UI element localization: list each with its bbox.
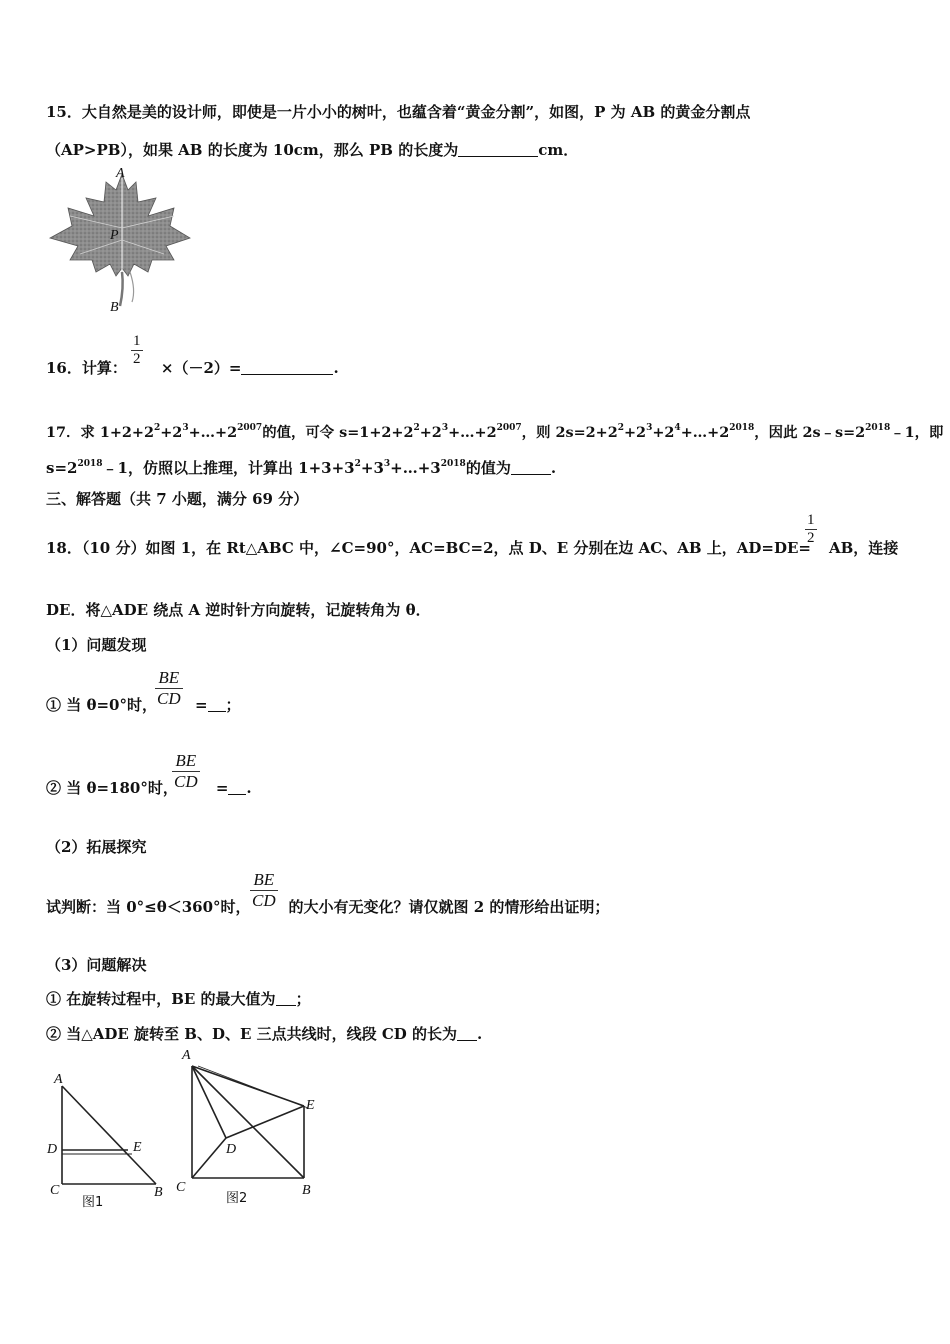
q18-line2: DE．将△ADE 绕点 A 逆时针方向旋转，记旋转角为 θ．	[46, 601, 431, 619]
frac-be-cd-2: BE CD	[174, 751, 198, 791]
part2-text: 试判断：当 0°≤θ＜360°时， 的大小有无变化？请仅就图 2 的情形给出证明；	[46, 898, 610, 916]
fig1-label-A: A	[54, 1072, 63, 1087]
q18-line1: 18．（10 分）如图 1，在 Rt△ABC 中，∠C=90°，AC=BC=2，点 D、E 分别在边 AC、AB 上，AD=DE= AB，连接	[46, 539, 899, 557]
label-P: P	[110, 228, 119, 243]
q15-text-a: （AP>PB），如果 AB 的长度为 10cm，那么 PB 的长度为	[46, 141, 459, 159]
q16-end: .	[333, 359, 339, 377]
label-B: B	[110, 300, 119, 315]
part2-title: （2）拓展探究	[46, 838, 147, 856]
q15-text-b: cm．	[538, 141, 579, 159]
q16-line	[46, 358, 339, 378]
fig2-label-E: E	[306, 1098, 315, 1113]
frac-numerator: 1	[133, 333, 141, 349]
fig2-label-A: A	[182, 1048, 191, 1063]
segment-CD	[192, 1138, 226, 1178]
fig2-label-B: B	[302, 1183, 311, 1198]
fig1-label-E: E	[133, 1140, 142, 1155]
answer-blank	[208, 697, 226, 712]
part3-title: （3）问题解决	[46, 956, 147, 974]
q17-line2: $s=2^{2018}﹣1$，仿照以上推理，计算出 $1+3+3^2+3^3+\dots+3^{2018}$的值为 .	[46, 459, 557, 477]
q18-fraction-half: 1 2	[807, 512, 815, 546]
leaf-stem	[130, 272, 134, 302]
fig1-caption: 图1	[82, 1195, 104, 1210]
q16-fraction	[131, 333, 143, 368]
part1-title: （1）问题发现	[46, 636, 147, 654]
part1-item2: ② 当 θ=180°时， = .	[46, 779, 252, 797]
answer-blank	[228, 780, 246, 795]
frac-be-cd-1: BE CD	[157, 668, 181, 708]
label-A: A	[116, 166, 125, 181]
q17-line1: 17．求 $1+2+2^2+2^3+\dots+2^{2007}$的值，可令 $s=1+2+2^2+2^3+\dots+2^{2007}$，则 $2s=2+2^2+2^3+2^4+\dots+2^{2018}$，因此 $2s﹣s=2^{2018}﹣1$，即	[46, 423, 944, 441]
frac-be-cd-3: BE CD	[252, 870, 276, 910]
leaf-stem	[120, 272, 123, 306]
q16-prefix: 16．计算：	[46, 359, 127, 377]
part1-item1: ① 当 θ=0°时， = ；	[46, 696, 241, 714]
answer-blank	[511, 460, 551, 475]
side-AB	[192, 1066, 304, 1178]
part3-item1: ① 在旋转过程中，BE 的最大值为 ；	[46, 990, 311, 1008]
maple-leaf-figure	[44, 168, 196, 318]
section-heading: 三、解答题（共 7 小题，满分 69 分）	[46, 490, 309, 508]
q15-line1: 15．大自然是美的设计师，即使是一片小小的树叶，也蕴含着“黄金分割”，如图，P 为 AB 的黄金分割点	[46, 103, 751, 121]
fig1-label-C: C	[50, 1183, 60, 1198]
segment-AE-shadow	[198, 1066, 308, 1108]
fig1-label-B: B	[154, 1185, 163, 1200]
side-AB	[62, 1086, 156, 1184]
fig2-label-D: D	[226, 1142, 237, 1157]
leaf-shape	[50, 174, 190, 276]
part3-item2: ② 当△ADE 旋转至 B、D、E 三点共线时，线段 CD 的长为 .	[46, 1025, 483, 1043]
fig2-caption: 图2	[226, 1191, 248, 1206]
answer-blank	[457, 1026, 477, 1041]
answer-blank	[276, 991, 296, 1006]
fig1-label-D: D	[47, 1142, 58, 1157]
q16-suffix: ×（－2）=	[160, 359, 242, 377]
answer-blank	[458, 142, 538, 157]
q15-line2	[46, 140, 578, 160]
fig2-label-C: C	[176, 1180, 186, 1195]
frac-denominator: 2	[133, 351, 141, 367]
answer-blank	[241, 360, 333, 375]
